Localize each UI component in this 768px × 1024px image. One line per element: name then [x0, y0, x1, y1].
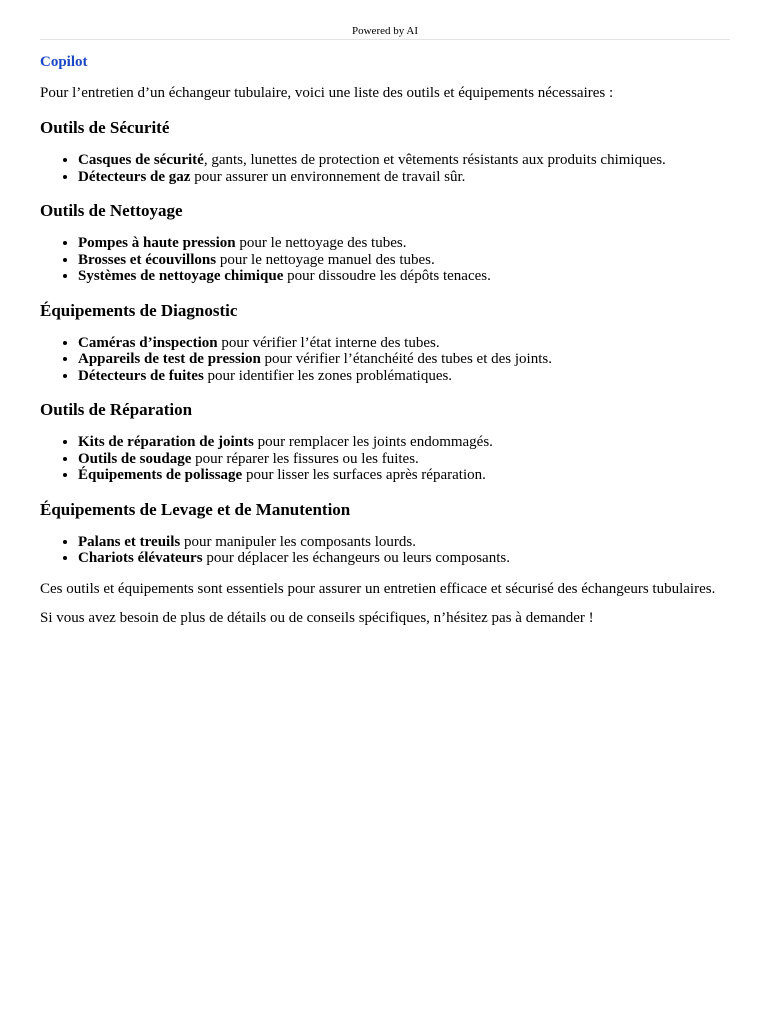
- list-item: [78, 169, 730, 186]
- item-text: pour le nettoyage manuel des tubes.: [216, 251, 435, 268]
- item-text: pour manipuler les composants lourds.: [180, 533, 417, 550]
- sections-container: [40, 117, 730, 567]
- list-item: [78, 351, 730, 368]
- list-item: [78, 451, 730, 468]
- document-body: [40, 52, 730, 627]
- item-text: pour remplacer les joints endommagés.: [253, 434, 493, 450]
- section-heading: Outils de Sécurité: [40, 118, 170, 137]
- section-heading: Équipements de Levage et de Manutention: [40, 499, 351, 519]
- bullet-list: [40, 235, 730, 285]
- bullet-list: [40, 534, 730, 567]
- item-lead: Systèmes de nettoyage chimique: [78, 268, 284, 284]
- section-heading: Équipements de Diagnostic: [40, 300, 238, 320]
- bullet-list: [40, 152, 730, 185]
- item-text: pour le nettoyage des tubes.: [235, 235, 407, 251]
- page-header: Powered by AI: [352, 25, 418, 37]
- closing-container: [40, 580, 730, 627]
- item-text: pour identifier les zones problématiques.: [203, 367, 453, 384]
- item-lead: Outils de soudage: [78, 450, 192, 467]
- list-item: [78, 534, 730, 551]
- author-name: Copilot: [40, 54, 88, 70]
- item-text: pour vérifier l’état interne des tubes.: [217, 334, 440, 351]
- list-item: [78, 368, 730, 385]
- list-item: [78, 434, 730, 451]
- section-heading: Outils de Réparation: [40, 400, 193, 419]
- item-lead: Détecteurs de fuites: [78, 367, 204, 384]
- list-item: [78, 152, 730, 169]
- closing-paragraph: Ces outils et équipements sont essentiels pour assurer un entretien efficace et sécurisé des échangeurs tubulaires.: [40, 580, 716, 597]
- item-text: pour assurer un environnement de travail sûr.: [190, 168, 466, 185]
- item-lead: Pompes à haute pression: [78, 235, 236, 251]
- item-lead: Palans et treuils: [78, 533, 181, 550]
- list-item: [78, 550, 730, 567]
- list-item: [78, 235, 730, 252]
- item-text: pour déplacer les échangeurs ou leurs composants.: [202, 550, 510, 566]
- item-text: , gants, lunettes de protection et vêtements résistants aux produits chimiques.: [203, 152, 666, 168]
- item-text: pour vérifier l’étanchéité des tubes et des joints.: [260, 351, 552, 367]
- list-item: [78, 467, 730, 484]
- item-lead: Casques de sécurité: [78, 152, 204, 168]
- closing-paragraph: Si vous avez besoin de plus de détails ou de conseils spécifiques, n’hésitez pas à demander !: [40, 609, 594, 626]
- bullet-list: [40, 335, 730, 385]
- bullet-list: [40, 434, 730, 484]
- item-lead: Kits de réparation de joints: [78, 434, 254, 450]
- item-lead: Caméras d’inspection: [78, 334, 218, 351]
- intro-paragraph: Pour l’entretien d’un échangeur tubulaire, voici une liste des outils et équipements nécessaires :: [40, 85, 614, 101]
- list-item: [78, 268, 730, 285]
- section-heading: Outils de Nettoyage: [40, 201, 183, 220]
- item-text: pour réparer les fissures ou les fuites.: [191, 450, 419, 467]
- item-lead: Brosses et écouvillons: [78, 251, 217, 268]
- item-lead: Détecteurs de gaz: [78, 168, 191, 185]
- list-item: [78, 252, 730, 269]
- item-lead: Équipements de polissage: [78, 467, 243, 483]
- list-item: [78, 335, 730, 352]
- item-text: pour dissoudre les dépôts tenaces.: [283, 268, 491, 284]
- item-lead: Appareils de test de pression: [78, 351, 261, 367]
- item-text: pour lisser les surfaces après réparation.: [242, 467, 486, 483]
- item-lead: Chariots élévateurs: [78, 550, 203, 566]
- header-divider: [40, 39, 730, 40]
